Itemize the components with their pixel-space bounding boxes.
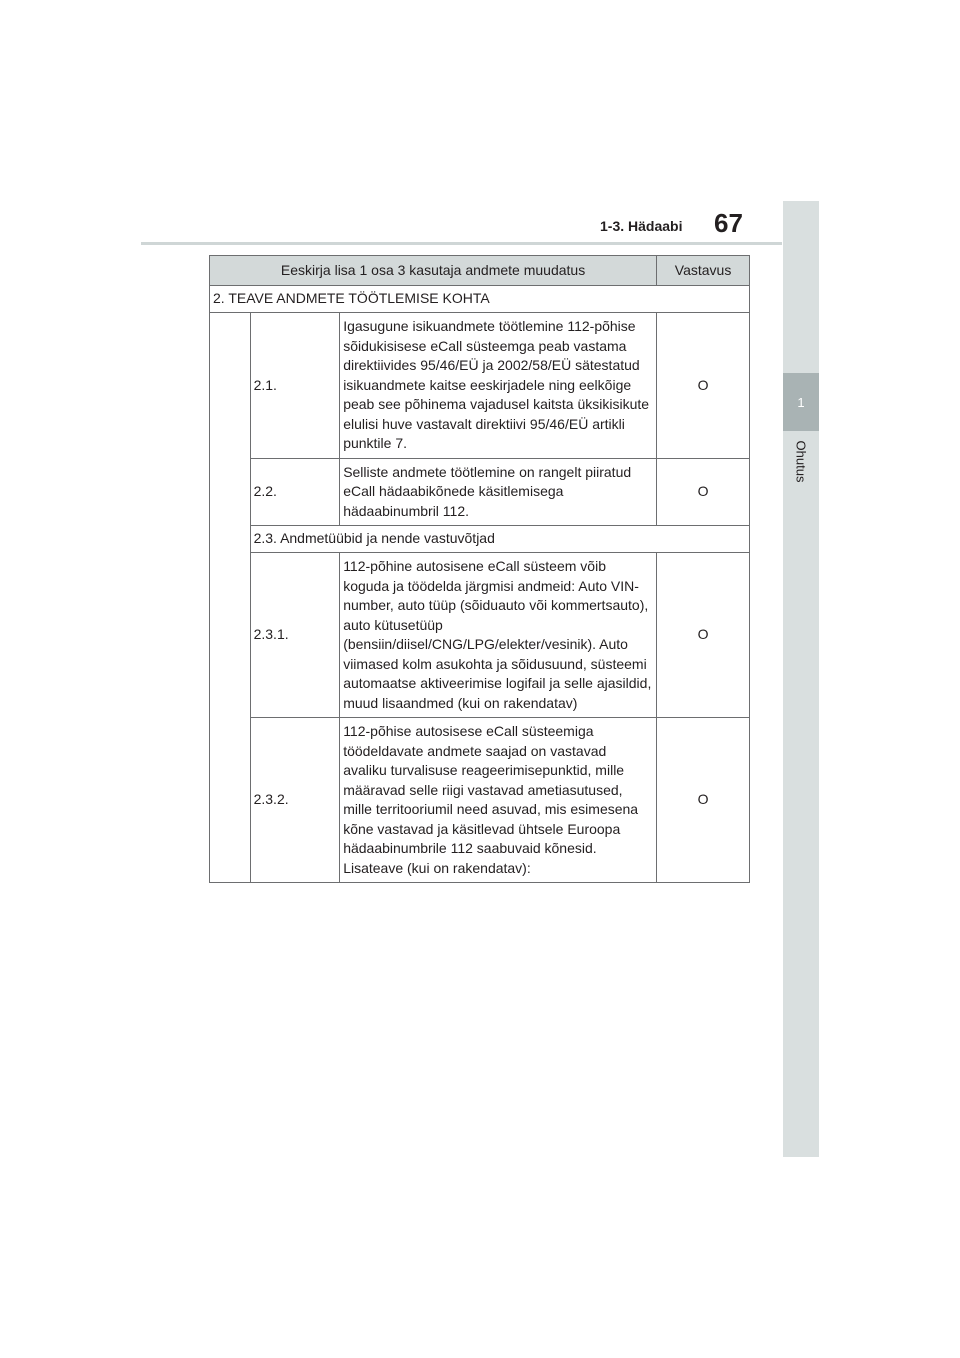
row-compliance: O xyxy=(657,458,750,526)
section-title-cell: 2. TEAVE ANDMETE TÖÖTLEMISE KOHTA xyxy=(210,286,750,313)
column-heading-compliance: Vastavus xyxy=(657,256,750,286)
row-compliance: O xyxy=(657,718,750,883)
column-heading-regulation: Eeskirja lisa 1 osa 3 kasutaja andmete muudatus xyxy=(210,256,657,286)
row-number: 2.3.2. xyxy=(250,718,340,883)
row-number: 2.1. xyxy=(250,313,340,459)
row-description: Selliste andmete töötlemine on rangelt piiratud eCall hädaabikõnede käsitlemisega hädaabinumbril 112. xyxy=(340,458,657,526)
chapter-side-tab xyxy=(783,201,819,1157)
chapter-number-marker: 1 xyxy=(783,373,819,431)
section-title: 1-3. Hädaabi xyxy=(600,218,683,234)
row-compliance: O xyxy=(657,313,750,459)
table-header-row xyxy=(210,256,750,286)
row-number: 2.3.1. xyxy=(250,553,340,718)
row-description: 112-põhine autosisene eCall süsteem võib koguda ja töödelda järgmisi andmeid: Auto VIN-number, auto tüüp (sõiduauto või kommertsauto), auto kütusetüüp (bensiin/diisel/CNG/LPG/elekter/vesinik). Auto viimased kolm asukohta ja sõidusuund, süsteemi automaatse aktiveerimise logifail ja selle ajasildid, muud lisaandmed (kui on rakendatav) xyxy=(340,553,657,718)
chapter-label: Ohutus xyxy=(793,440,809,483)
section-row xyxy=(210,286,750,313)
table-row xyxy=(210,313,750,459)
row-description: Igasugune isikuandmete töötlemine 112-põhise sõidukisisese eCall süsteemga peab vastama direktiivides 95/46/EÜ ja 2002/58/EÜ sätestatud isikuandmete kaitse eeskirjadele ning eelkõige peab see põhinema vajadusel kaitsta üksikisikute elulisi huve vastavalt direktiivi 95/46/EÜ artikli punktile 7. xyxy=(340,313,657,459)
subsection-row xyxy=(210,526,750,553)
header-rule xyxy=(141,242,782,245)
table-row xyxy=(210,718,750,883)
subsection-title-cell: 2.3. Andmetüübid ja nende vastuvõtjad xyxy=(250,526,749,553)
row-compliance: O xyxy=(657,553,750,718)
row-description: 112-põhise autosisese eCall süsteemiga töödeldavate andmete saajad on vastavad avaliku turvalisuse reageerimisepunktid, mille määravad selle riigi vastavad ametiasutused, mille territooriumil need asuvad, mis esimesena kõne vastavad ja käsitlevad ühtsele Euroopa hädaabinumbrile 112 saabuvaid kõnesid. Lisateave (kui on rakendatav): xyxy=(340,718,657,883)
user-data-table xyxy=(209,255,750,883)
page-number: 67 xyxy=(714,208,743,238)
table-row xyxy=(210,458,750,526)
indent-cell xyxy=(210,313,251,883)
row-number: 2.2. xyxy=(250,458,340,526)
table-row xyxy=(210,553,750,718)
